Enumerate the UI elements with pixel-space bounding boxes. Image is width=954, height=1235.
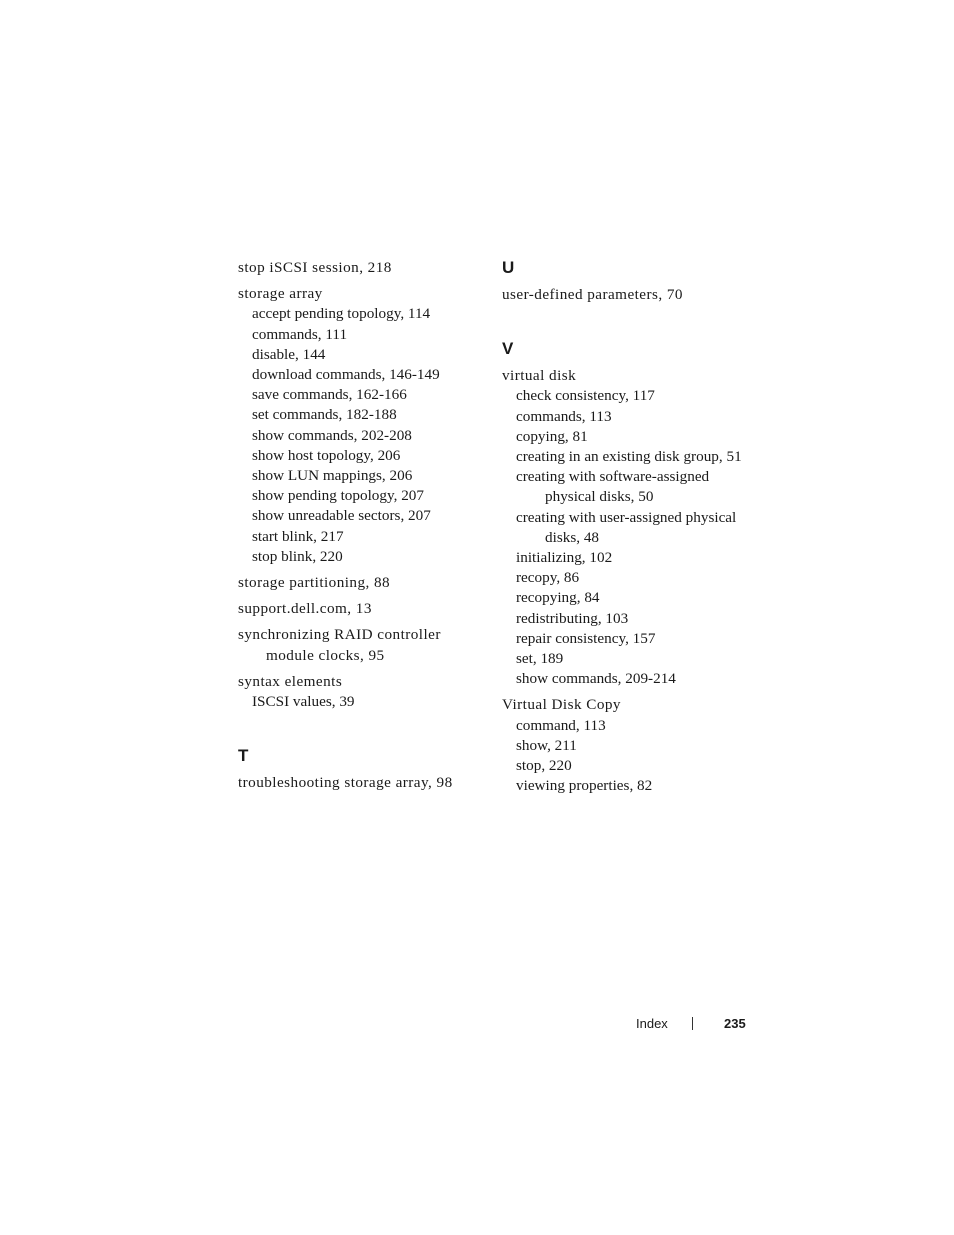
footer-divider [692,1017,693,1030]
index-subentry: check consistency, 117 [516,387,655,405]
index-main-term: Virtual Disk Copy [502,696,621,714]
index-main-term: stop iSCSI session, 218 [238,259,392,276]
index-main-term: syntax elements [238,672,343,690]
index-main-term: storage partitioning, 88 [238,574,391,592]
index-subentry-list [238,692,488,712]
index-entry [238,773,488,793]
index-entries-v [502,366,742,796]
index-subentry: show commands, 202-208 [252,426,412,444]
index-entry [238,258,488,278]
index-subentry: viewing properties, 82 [516,777,653,795]
index-entry [502,366,742,689]
index-subentry: stop, 220 [516,757,572,775]
index-subentry: show, 211 [516,736,577,754]
index-subentry: download commands, 146-149 [252,366,440,384]
index-subentry: command, 113 [516,716,606,734]
index-subentry: copying, 81 [516,427,588,445]
index-subentry-list [502,716,742,797]
index-entry [502,285,742,305]
index-subentry: commands, 113 [516,407,612,425]
index-subentry: start blink, 217 [252,527,344,545]
index-column-right [502,258,742,802]
section-letter-t: T [238,746,249,766]
index-subentry: creating with software-assigned physical disks, 50 [516,468,710,506]
index-subentry: creating in an existing disk group, 51 [516,448,742,466]
index-subentry: redistributing, 103 [516,609,629,627]
index-column-left [238,258,488,799]
index-entry [238,599,488,619]
index-subentry: save commands, 162-166 [252,386,407,404]
index-main-term: virtual disk [502,367,577,385]
index-subentry: initializing, 102 [516,549,613,567]
index-subentry: repair consistency, 157 [516,629,656,647]
index-entries-u [502,285,742,305]
index-subentry: stop blink, 220 [252,547,343,565]
index-main-term: troubleshooting storage array, 98 [238,774,453,792]
index-main-term: synchronizing RAID controller module clocks, 95 [238,626,441,664]
index-subentry: recopying, 84 [516,589,600,607]
index-subentry: show commands, 209-214 [516,670,676,688]
index-subentry: show LUN mappings, 206 [252,467,413,485]
index-entry [238,284,488,567]
index-entries-t [238,773,488,793]
page-footer [636,1015,748,1035]
index-subentry: creating with user-assigned physical disks, 48 [516,508,737,546]
index-subentry-list [502,386,742,689]
index-entry [238,625,488,665]
index-subentry: commands, 111 [252,325,348,343]
index-entry [502,695,742,796]
index-subentry: ISCSI values, 39 [252,693,355,711]
page-number: 235 [724,1016,746,1031]
index-entry [238,573,488,593]
index-entry [238,672,488,712]
section-letter-v: V [502,339,514,359]
index-subentry: set, 189 [516,650,564,668]
index-entries-s [238,258,488,712]
footer-section-label: Index [636,1016,668,1031]
index-subentry: show host topology, 206 [252,446,401,464]
index-subentry: show unreadable sectors, 207 [252,507,431,525]
index-subentry: accept pending topology, 114 [252,305,431,323]
index-subentry: show pending topology, 207 [252,487,424,505]
index-subentry-list [238,304,488,567]
index-main-term: support.dell.com, 13 [238,600,372,618]
index-main-term: user-defined parameters, 70 [502,286,683,303]
index-subentry: set commands, 182-188 [252,406,397,424]
index-subentry: recopy, 86 [516,569,580,587]
section-letter-u: U [502,258,515,277]
index-subentry: disable, 144 [252,345,326,363]
index-main-term: storage array [238,285,323,303]
